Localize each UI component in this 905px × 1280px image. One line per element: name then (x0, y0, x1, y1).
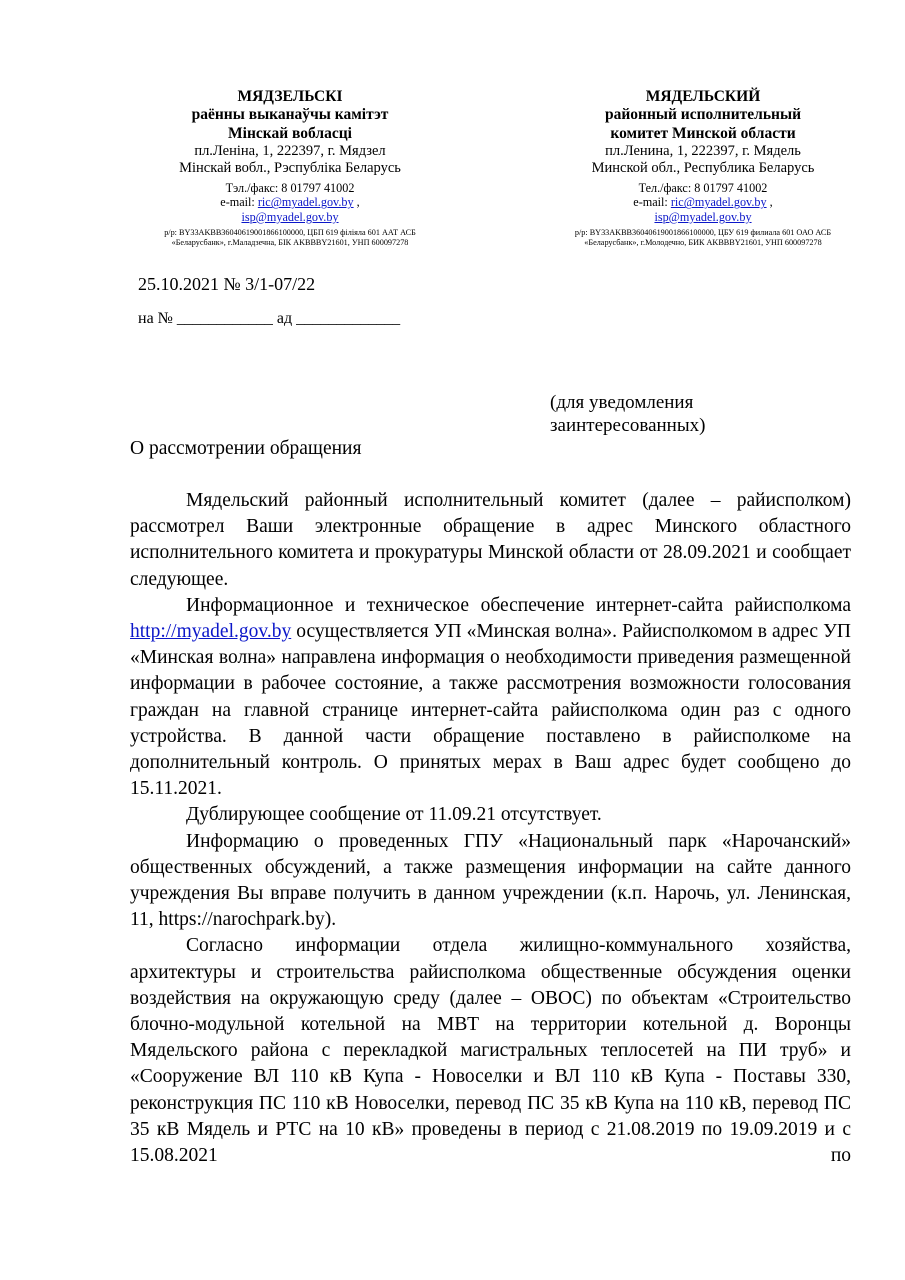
org-address-line1: пл.Леніна, 1, 222397, г. Мядзел (194, 142, 386, 159)
email-link-ric[interactable]: ric@myadel.gov.by (257, 195, 354, 210)
org-address-line1: пл.Ленина, 1, 222397, г. Мядель (605, 142, 801, 159)
email-link-ric[interactable]: ric@myadel.gov.by (670, 195, 767, 210)
letterhead-belarusian (150, 88, 430, 248)
body-paragraph-4: Информацию о проведенных ГПУ «Национальный парк «Нарочанский» общественных обсуждений, а также размещения информации на сайте данного учреждения Вы вправе получить в данном учреждении (к.п. Нарочь, ул. Ленинская, 11, https://narochpark.by). (130, 830, 851, 931)
email-prefix: e-mail: (633, 195, 671, 210)
org-name-line1: МЯДЕЛЬСКИЙ (645, 88, 761, 105)
body-paragraph-2 (130, 593, 851, 803)
website-link[interactable]: http://myadel.gov.by (130, 621, 292, 643)
org-email-line2 (150, 210, 430, 224)
reference-line: на № ____________ ад _____________ (138, 310, 401, 327)
org-name-line3: комитет Минской области (610, 124, 796, 142)
email-prefix: e-mail: (220, 195, 258, 210)
org-phone: Тэл./факс: 8 01797 41002 (225, 181, 355, 196)
org-name-line2: раённы выканаўчы камітэт (191, 106, 389, 124)
org-email-line2 (562, 210, 844, 224)
body-paragraph-3: Дублирующее сообщение от 11.09.21 отсутствует. (186, 804, 602, 826)
addressee-line1: (для уведомления (550, 392, 694, 413)
email-link-isp[interactable]: isp@myadel.gov.by (654, 209, 752, 224)
email-link-isp[interactable]: isp@myadel.gov.by (241, 209, 339, 224)
email-separator: , (353, 195, 360, 210)
body-paragraph-1: Мядельский районный исполнительный комитет (далее – райисполком) рассмотрел Ваши электронные обращение в адрес Минского областного исполнительного комитета и прокуратуры Минской области от 28.09.2021 и сообщает следующее. (130, 490, 851, 590)
org-bank-details: р/р: BY33AKBB36040619001866100000, ЦБП 619 філіяла 601 ААТ АСБ «Беларусбанк», г.Маладзечна, БІК AKBBBY21601, УНП 600097278 (164, 228, 416, 248)
letterhead-russian (562, 88, 844, 248)
letter-subject: О рассмотрении обращения (130, 438, 362, 459)
org-address-line2: Минской обл., Республика Беларусь (591, 159, 815, 176)
registration-number: 25.10.2021 № 3/1-07/22 (138, 274, 316, 294)
org-name-line3: Мінскай вобласці (228, 124, 352, 142)
addressee-line2: заинтересованных) (550, 414, 706, 436)
email-separator: , (766, 195, 773, 210)
letter-body (130, 488, 851, 1169)
org-name-line1: МЯДЗЕЛЬСКІ (237, 88, 343, 105)
org-phone: Тел./факс: 8 01797 41002 (638, 181, 768, 196)
org-email-line (562, 195, 844, 209)
org-bank-details: р/р: BY33AKBB36040619001866100000, ЦБУ 619 филиала 601 ОАО АСБ «Беларусбанк», г.Молодечно, БИК AKBBBY21601, УНП 600097278 (574, 228, 832, 248)
org-email-line (150, 195, 430, 209)
paragraph-2-text-end: осуществляется УП «Минская волна». Райисполкомом в адрес УП «Минская волна» направлена информация о необходимости приведения размещенной информации в рабочее состояние, а также рассмотрения возможности голосования граждан на главной странице интернет-сайта райисполкома один раз с одного устройства. В данной части обращение поставлено в райисполкоме на дополнительный контроль. О принятых мерах в Ваш адрес будет сообщено до 15.11.2021. (130, 621, 851, 800)
org-address-line2: Мінскай вобл., Рэспубліка Беларусь (179, 159, 401, 176)
paragraph-2-text-start: Информационное и техническое обеспечение интернет-сайта райисполкома (186, 594, 851, 616)
body-paragraph-5: Согласно информации отдела жилищно-коммунального хозяйства, архитектуры и строительства райисполкома общественные обсуждения оценки воздействия на окружающую среду (далее – ОВОС) по объектам «Строительство блочно-модульной котельной на МВТ на территории котельной д. Воронцы Мядельского района с перекладкой магистральных теплосетей на ПИ труб» и «Сооружение ВЛ 110 кВ Купа - Новоселки и ВЛ 110 кВ Купа - Поставы 330, реконструкция ПС 110 кВ Новоселки, перевод ПС 35 кВ Купа на 110 кВ, перевод ПС 35 кВ Мядель и РТС на 10 кВ» проведены в период с 21.08.2019 по 19.09.2019 и с 15.08.2021 по (130, 935, 851, 1167)
addressee-block (550, 392, 705, 438)
org-name-line2: районный исполнительный (604, 106, 801, 124)
